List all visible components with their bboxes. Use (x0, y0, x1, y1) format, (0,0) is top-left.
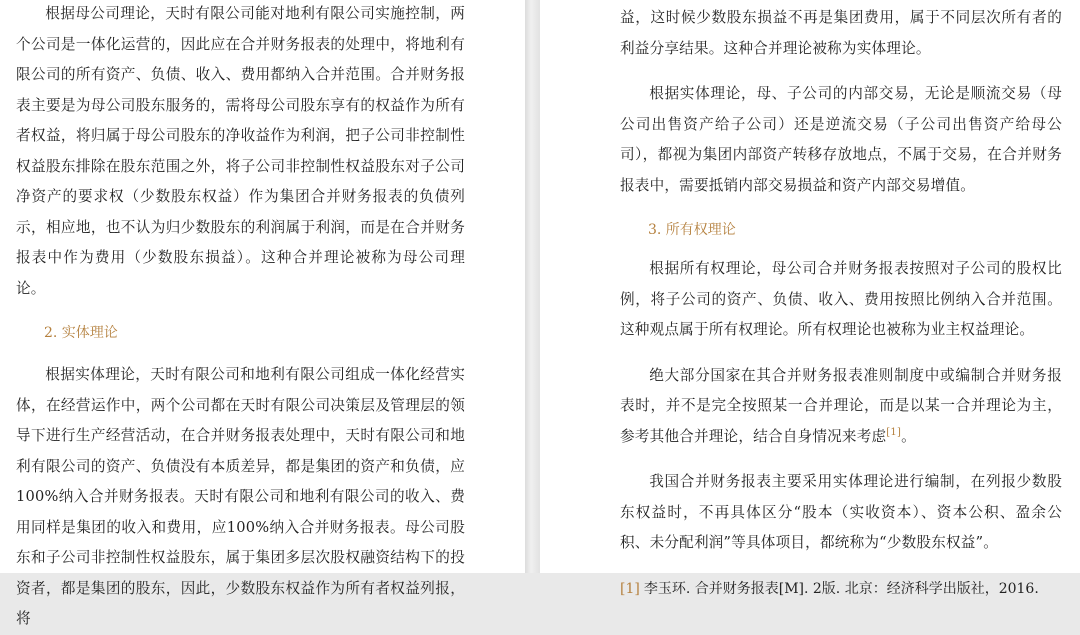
paragraph-internal-transactions: 根据实体理论，母、子公司的内部交易，无论是顺流交易（母公司出售资产给子公司）还是逆流交易（子公司出售资产给母公司），都视为集团内部资产转移存放地点，不属于交易，在合并财务报表中，需要抵销内部交易损益和资产内部交易增值。 (620, 85, 1062, 194)
paragraph-international-practice (620, 361, 1062, 453)
footnote-marker[interactable]: [1] (620, 580, 640, 597)
paragraph-entity-theory-continued: 益，这时候少数股东损益不再是集团费用，属于不同层次所有者的利益分享结果。这种合并理论被称为实体理论。 (620, 9, 1062, 57)
paragraph-china-practice: 我国合并财务报表主要采用实体理论进行编制，在列报少数股东权益时，不再具体区分“股本（实收资本）、资本公积、盈余公积、未分配利润”等具体项目，都统称为“少数股东权益”。 (620, 473, 1062, 551)
paragraph-international-practice-text: 绝大部分国家在其合并财务报表准则制度中或编制合并财务报表时，并不是完全按照某一合并理论，而是以某一合并理论为主，参考其他合并理论，结合自身情况来考虑 (620, 366, 1062, 445)
paragraph-international-practice-end: 。 (901, 427, 916, 445)
section-heading-entity-theory: 2. 实体理论 (44, 325, 118, 341)
paragraph-entity-theory: 根据实体理论，天时有限公司和地利有限公司组成一体化经营实体，在经营运作中，两个公司都在天时有限公司决策层及管理层的领导下进行生产经营活动，在合并财务报表处理中，天时有限公司和地利有限公司的资产、负债没有本质差异，都是集团的资产和负债，应100%纳入合并财务报表。天时有限公司和地利有限公司的收入、费用同样是集团的收入和费用，应100%纳入合并财务报表。母公司股东和子公司非控制性权益股东，属于集团多层次股权融资结构下的投资者，都是集团的股东，因此，少数股东权益作为所有者权益列报，将 (16, 366, 465, 627)
right-page (540, 0, 1080, 597)
paragraph-ownership-theory: 根据所有权理论，母公司合并财务报表按照对子公司的股权比例，将子公司的资产、负债、收入、费用按照比例纳入合并范围。这种观点属于所有权理论。所有权理论也被称为业主权益理论。 (620, 260, 1062, 338)
footnote-citation: 李玉环. 合并财务报表[M]. 2版. 北京：经济科学出版社，2016. (643, 580, 1039, 597)
footnote (620, 577, 1062, 601)
book-gutter (525, 0, 540, 573)
left-page (0, 0, 525, 627)
section-heading-ownership-theory: 3. 所有权理论 (648, 222, 736, 238)
footnote-reference-link[interactable]: [1] (886, 426, 902, 438)
paragraph-parent-company-theory: 根据母公司理论，天时有限公司能对地利有限公司实施控制，两个公司是一体化运营的，因此应在合并财务报表的处理中，将地利有限公司的所有资产、负债、收入、费用都纳入合并范围。合并财务报表主要是为母公司股东服务的，需将母公司股东享有的权益作为所有者权益，将归属于母公司股东的净收益作为利润，把子公司非控制性权益股东排除在股东范围之外，将子公司非控制性权益股东对子公司净资产的要求权（少数股东权益）作为集团合并财务报表的负债列示，相应地，也不认为归少数股东的利润属于利润，而是在合并财务报表中作为费用（少数股东损益）。这种合并理论被称为母公司理论。 (16, 5, 465, 297)
